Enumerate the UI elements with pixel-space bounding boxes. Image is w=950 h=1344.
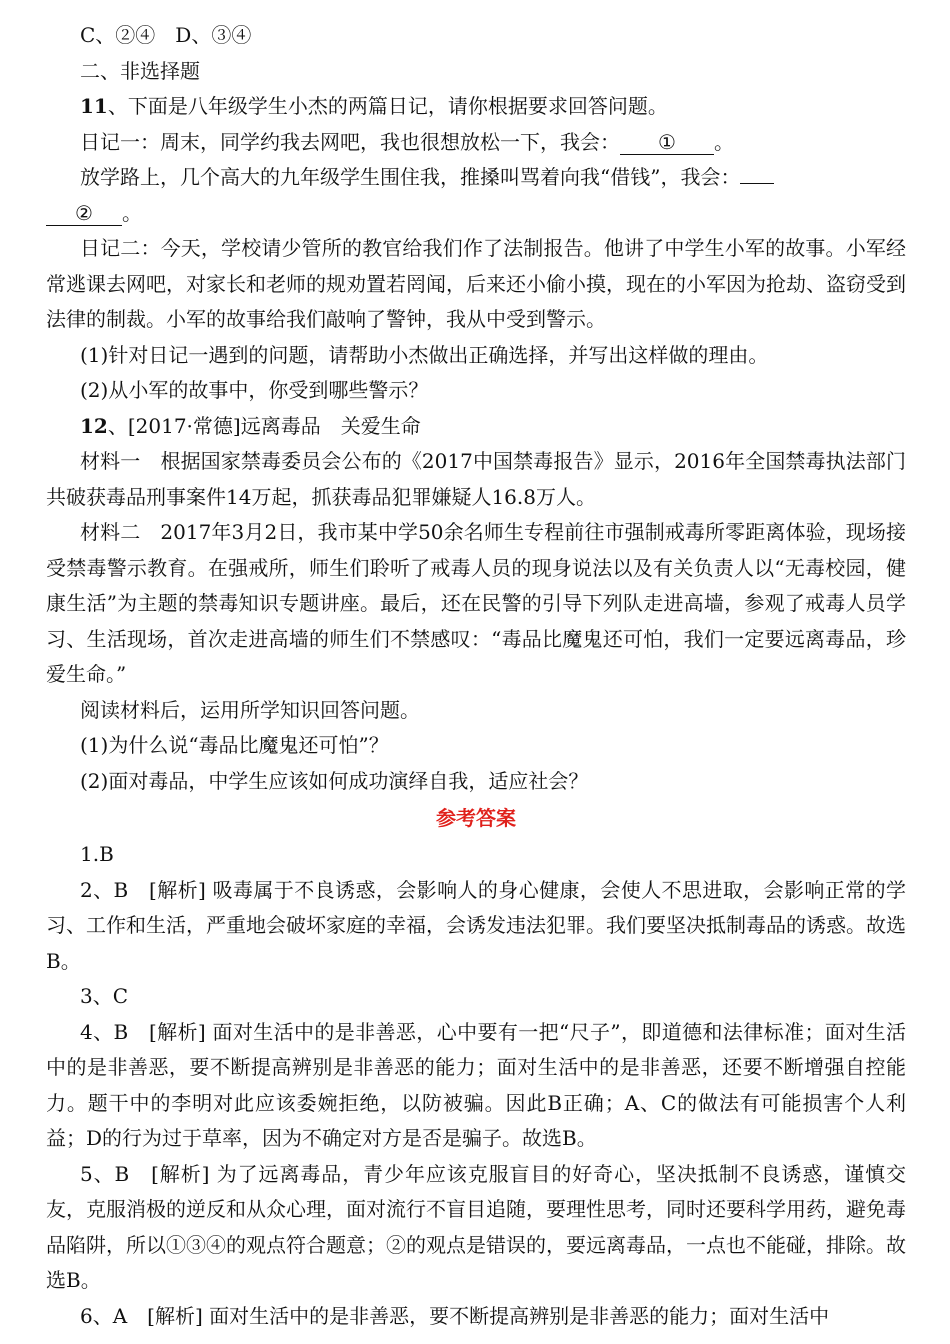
answer-blank-2-start[interactable] xyxy=(740,183,774,184)
document-page xyxy=(46,18,906,1334)
diary-1-text: 日记一：周末，同学约我去网吧，我也很想放松一下，我会： xyxy=(80,129,620,154)
diary-1b xyxy=(46,160,906,231)
answer-blank-2[interactable]: ② xyxy=(46,201,122,226)
question-12-stem xyxy=(46,409,906,445)
diary-1-end: 。 xyxy=(714,129,734,154)
question-12-number: 12 xyxy=(80,413,108,438)
question-11-part-2: (2)从小军的故事中，你受到哪些警示？ xyxy=(80,378,429,402)
answer-6: 6、A [解析] 面对生活中的是非善恶，要不断提高辨别是非善恶的能力；面对生活中 xyxy=(80,1303,830,1328)
answer-2: 2、B [解析] 吸毒属于不良诱惑，会影响人的身心健康，会使人不思进取，会影响正常的学习、工作和生活，严重地会破坏家庭的幸福，会诱发违法犯罪。我们要坚决抵制毒品的诱惑。故选B。 xyxy=(46,877,906,973)
question-12-part-1: (1)为什么说“毒品比魔鬼还可怕”？ xyxy=(80,733,389,757)
answers-title: 参考答案 xyxy=(436,806,516,830)
question-11-number: 11 xyxy=(80,94,108,118)
answer-3: 3、C xyxy=(80,984,129,1008)
answer-4: 4、B [解析] 面对生活中的是非善恶，心中要有一把“尺子”，即道德和法律标准；面对生活中的是非善恶，要不断提高辨别是非善恶的能力；面对生活中的是非善恶，还要不断增强自控能力。题干中的李明对此应该委婉拒绝，以防被骗。因此B正确；A、C的做法有可能损害个人利益；D的行为过于草率，因为不确定对方是否是骗子。故选B。 xyxy=(46,1019,906,1150)
diary-1b-end: 。 xyxy=(122,200,142,225)
question-12-instruction: 阅读材料后，运用所学知识回答问题。 xyxy=(80,697,420,722)
section-title: 二、非选择题 xyxy=(80,58,200,83)
answer-5: 5、B [解析] 为了远离毒品，青少年应该克服盲目的好奇心，坚决抵制不良诱惑，谨慎交友，克服消极的逆反和从众心理，面对流行不盲目追随，要理性思考，同时还要科学用药，避免毒品陷阱，所以①③④的观点符合题意；②的观点是错误的，要远离毒品，一点也不能碰，排除。故选B。 xyxy=(46,1161,906,1292)
material-2: 材料二 2017年3月2日，我市某中学50余名师生专程前往市强制戒毒所零距离体验，现场接受禁毒警示教育。在强戒所，师生们聆听了戒毒人员的现身说法以及有关负责人以“无毒校园，健康生活”为主题的禁毒知识专题讲座。最后，还在民警的引导下列队走进高墙，参观了戒毒人员学习、生活现场，首次走进高墙的师生们不禁感叹：“毒品比魔鬼还可怕，我们一定要远离毒品，珍爱生命。” xyxy=(46,520,906,686)
question-12-part-2: (2)面对毒品，中学生应该如何成功演绎自我，适应社会？ xyxy=(80,768,589,793)
question-12-text: 、[2017·常德]远离毒品 关爱生命 xyxy=(107,413,421,438)
question-11-stem xyxy=(46,89,906,125)
answer-blank-1[interactable]: ① xyxy=(620,130,714,155)
options-cd: C、②④ D、③④ xyxy=(80,23,252,47)
question-11-part-1: (1)针对日记一遇到的问题，请帮助小杰做出正确选择，并写出这样做的理由。 xyxy=(80,342,769,367)
diary-1 xyxy=(46,125,906,161)
diary-2: 日记二：今天，学校请少管所的教官给我们作了法制报告。他讲了中学生小军的故事。小军经常逃课去网吧，对家长和老师的规劝置若罔闻，后来还小偷小摸，现在的小军因为抢劫、盗窃受到法律的制裁。小军的故事给我们敲响了警钟，我从中受到警示。 xyxy=(46,236,906,331)
question-11-text: 、下面是八年级学生小杰的两篇日记，请你根据要求回答问题。 xyxy=(107,94,668,118)
answer-1: 1.B xyxy=(80,842,114,866)
diary-1b-text: 放学路上，几个高大的九年级学生围住我，推搡叫骂着向我“借钱”，我会： xyxy=(80,165,741,189)
material-1: 材料一 根据国家禁毒委员会公布的《2017中国禁毒报告》显示，2016年全国禁毒执法部门共破获毒品刑事案件14万起，抓获毒品犯罪嫌疑人16.8万人。 xyxy=(46,449,906,509)
